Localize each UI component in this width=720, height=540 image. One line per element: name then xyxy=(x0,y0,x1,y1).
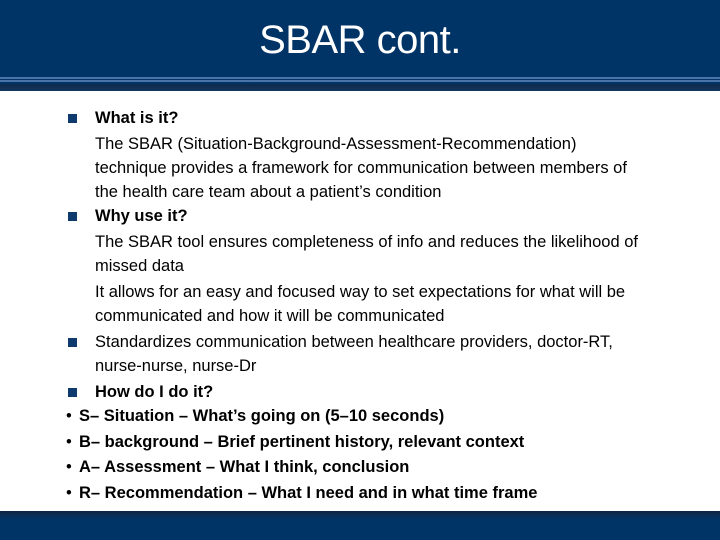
text-line: The SBAR tool ensures completeness of info and reduces the likelihood of xyxy=(95,233,638,251)
text-line: the health care team about a patient’s condition xyxy=(95,183,442,201)
square-bullet-icon xyxy=(68,338,77,347)
text-line: It allows for an easy and focused way to set expectations for what will be xyxy=(95,283,626,301)
dot-bullet-icon: • xyxy=(66,483,72,502)
step-assessment xyxy=(0,455,720,481)
slide-title: SBAR cont. xyxy=(259,18,461,62)
step-text: S– Situation – What’s going on (5–10 seconds) xyxy=(79,407,445,425)
dot-bullet-icon: • xyxy=(66,407,72,425)
text-line: technique provides a framework for communication between members of xyxy=(95,159,627,177)
step-background xyxy=(0,430,720,456)
title-bar xyxy=(0,0,720,84)
step-text: B– background – Brief pertinent history, relevant context xyxy=(79,432,525,451)
bullet-standardizes xyxy=(0,330,720,378)
bullet-how-do-i-do-it xyxy=(0,380,720,404)
why-use-it-reason-1 xyxy=(0,230,720,278)
square-bullet-icon xyxy=(68,114,77,123)
step-text: R– Recommendation – What I need and in what time frame xyxy=(79,483,538,502)
slide-body xyxy=(0,106,720,506)
step-text: A– Assessment – What I think, conclusion xyxy=(79,458,410,476)
footer-bar xyxy=(0,511,720,540)
what-is-it-description xyxy=(0,132,720,204)
why-use-it-reason-2 xyxy=(0,280,720,328)
text-line: The SBAR (Situation-Background-Assessment-Recommendation) xyxy=(95,135,577,153)
dot-bullet-icon: • xyxy=(66,432,72,451)
bullet-heading: How do I do it? xyxy=(95,383,214,401)
dot-bullet-icon: • xyxy=(66,458,72,476)
text-line: nurse-nurse, nurse-Dr xyxy=(95,357,257,375)
step-recommendation xyxy=(0,481,720,507)
header-divider-line xyxy=(0,77,720,79)
bullet-heading: What is it? xyxy=(95,109,179,127)
square-bullet-icon xyxy=(68,388,77,397)
text-line: Standardizes communication between healthcare providers, doctor-RT, xyxy=(95,333,613,351)
step-situation xyxy=(0,404,720,430)
bullet-heading: Why use it? xyxy=(95,207,188,225)
text-line: missed data xyxy=(95,257,184,275)
text-line: communicated and how it will be communicated xyxy=(95,307,445,325)
header-divider-line xyxy=(0,80,720,82)
bullet-why-use-it xyxy=(0,204,720,228)
bullet-what-is-it xyxy=(0,106,720,130)
header-shadow-band xyxy=(0,84,720,91)
square-bullet-icon xyxy=(68,212,77,221)
